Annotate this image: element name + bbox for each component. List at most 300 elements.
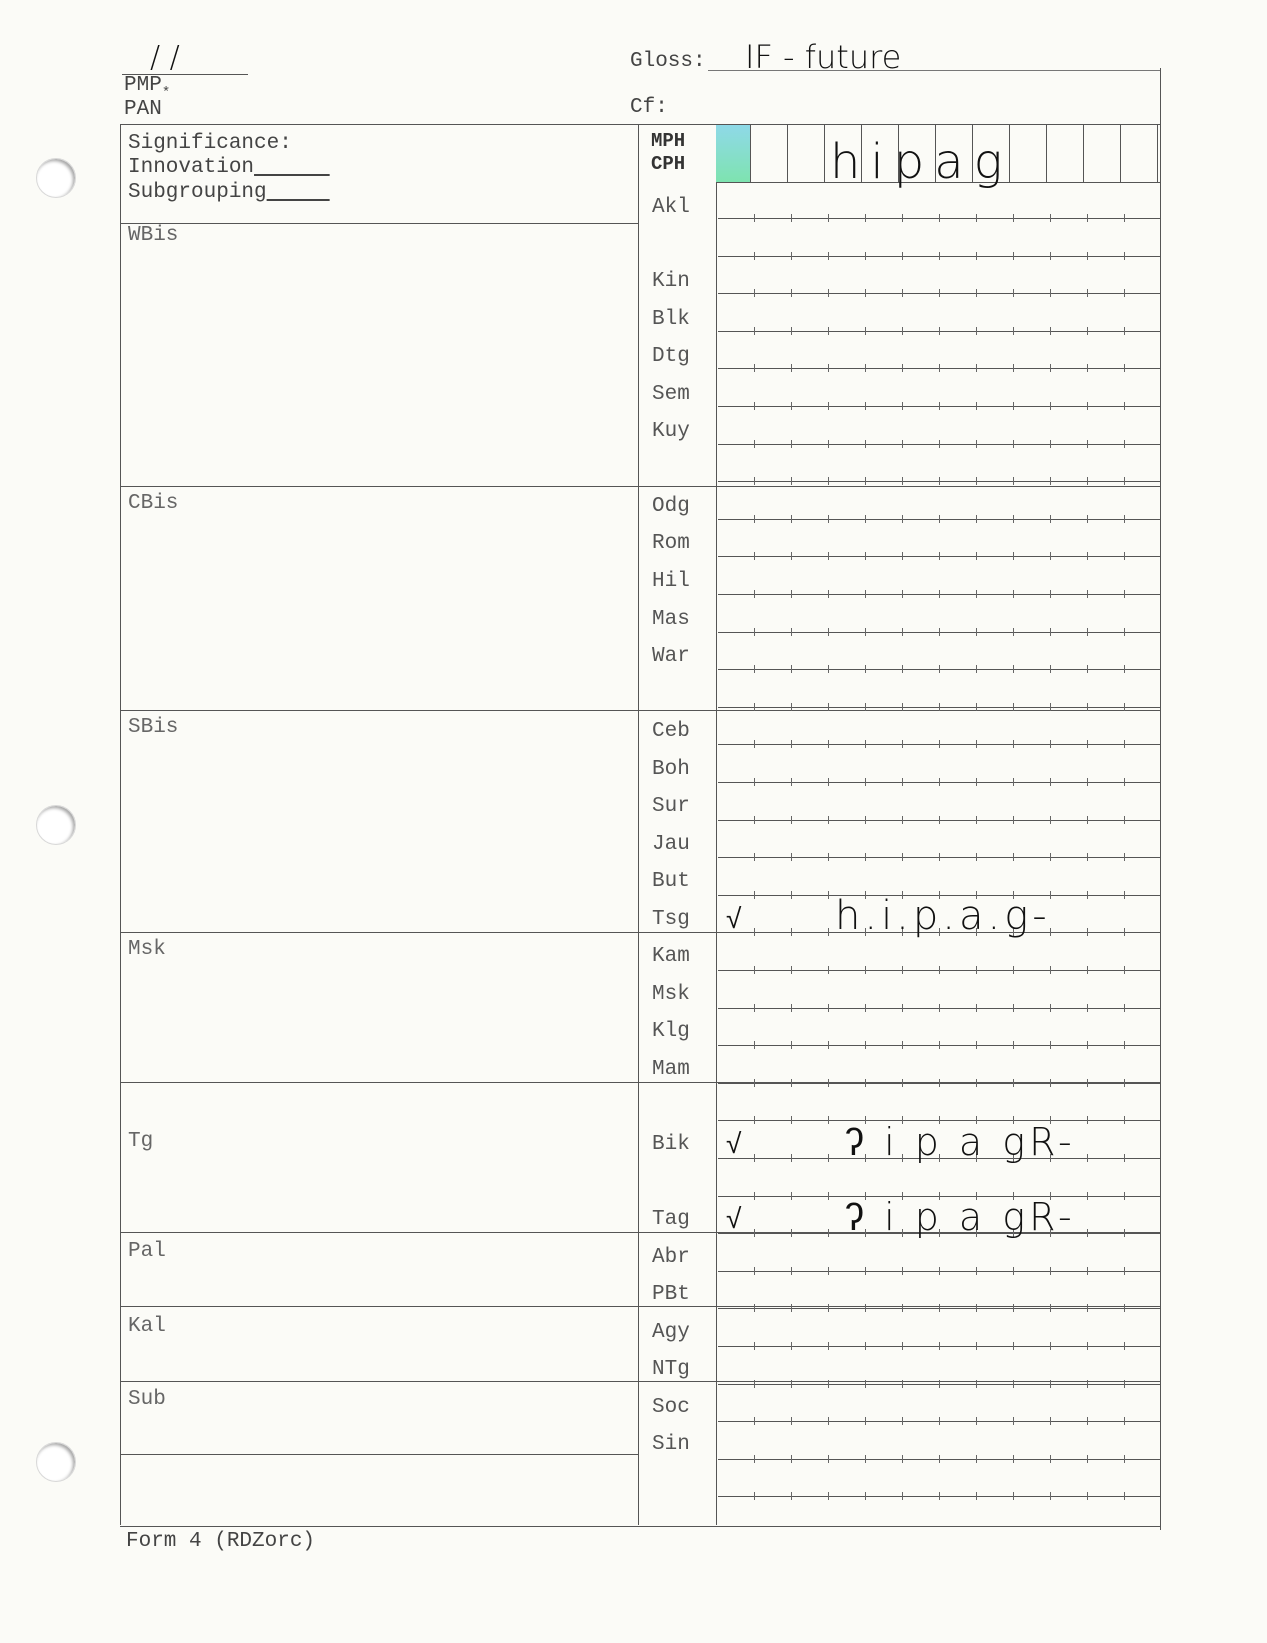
ruled-line-tick bbox=[1124, 552, 1125, 560]
lang-label-bik: Bik bbox=[652, 1133, 690, 1156]
ruled-line-tick bbox=[1013, 552, 1014, 560]
ruled-line-tick bbox=[791, 252, 792, 260]
ruled-line-tick bbox=[791, 1229, 792, 1237]
ruled-line-tick bbox=[828, 778, 829, 786]
ruled-line-tick bbox=[976, 1004, 977, 1012]
ruled-line-tick bbox=[976, 1079, 977, 1087]
lang-label-tsg: Tsg bbox=[652, 908, 690, 931]
ruled-line-tick bbox=[865, 1041, 866, 1049]
ruled-line-tick bbox=[939, 1342, 940, 1350]
ruled-line-tick bbox=[1050, 740, 1051, 748]
proto-cell-divider bbox=[1157, 125, 1158, 182]
ruled-line-tick bbox=[754, 552, 755, 560]
ruled-line-tick bbox=[828, 628, 829, 636]
region-label-kal: Kal bbox=[128, 1315, 166, 1338]
ruled-line-tick bbox=[828, 590, 829, 598]
ruled-line-tick bbox=[865, 966, 866, 974]
ruled-line-tick bbox=[976, 1342, 977, 1350]
region-divider-cbis-sbis bbox=[120, 710, 1160, 711]
ruled-line-tick bbox=[828, 816, 829, 824]
ruled-line-tick bbox=[1087, 1154, 1088, 1162]
ruled-line-tick bbox=[1013, 1304, 1014, 1312]
ruled-line-tick bbox=[865, 778, 866, 786]
ruled-line-tick bbox=[1087, 778, 1088, 786]
ruled-line-tick bbox=[1124, 252, 1125, 260]
ruled-line-tick bbox=[754, 1342, 755, 1350]
ruled-line-tick bbox=[828, 402, 829, 410]
ruled-line-tick bbox=[828, 966, 829, 974]
pmp-asterisk: * bbox=[161, 85, 171, 101]
ruled-line-tick bbox=[754, 1417, 755, 1425]
ruled-line-tick bbox=[791, 966, 792, 974]
ruled-line-tick bbox=[1087, 289, 1088, 297]
ruled-line-tick bbox=[1050, 289, 1051, 297]
ruled-line-tick bbox=[754, 1154, 755, 1162]
ruled-line-tick bbox=[1013, 966, 1014, 974]
ruled-line-tick bbox=[976, 1455, 977, 1463]
ruled-line-tick bbox=[902, 853, 903, 861]
proto-cell-divider bbox=[1046, 125, 1047, 182]
ruled-line-tick bbox=[902, 778, 903, 786]
ruled-line-tick bbox=[791, 1116, 792, 1124]
ruled-line-tick bbox=[1050, 364, 1051, 372]
ruled-line-tick bbox=[976, 703, 977, 711]
ruled-line-tick bbox=[754, 1192, 755, 1200]
ruled-line-tick bbox=[1087, 1304, 1088, 1312]
ruled-line-tick bbox=[939, 778, 940, 786]
pmp-label: $PMP_*$ bbox=[124, 74, 171, 101]
ruled-line-tick bbox=[902, 740, 903, 748]
ruled-line-tick bbox=[791, 891, 792, 899]
significance-divider bbox=[120, 223, 638, 224]
ruled-line-tick bbox=[939, 327, 940, 335]
ruled-line-tick bbox=[1013, 853, 1014, 861]
form-footer: Form 4 (RDZorc) bbox=[126, 1530, 316, 1553]
ruled-line-tick bbox=[1013, 665, 1014, 673]
lang-label-sem: Sem bbox=[652, 383, 690, 406]
lang-label-kin: Kin bbox=[652, 270, 690, 293]
ruled-line-tick bbox=[1050, 1267, 1051, 1275]
ruled-line-tick bbox=[828, 364, 829, 372]
ruled-line-tick bbox=[791, 214, 792, 222]
lang-label-blk: Blk bbox=[652, 308, 690, 331]
cf-label: Cf: bbox=[630, 96, 668, 119]
ruled-line-tick bbox=[754, 1041, 755, 1049]
ruled-line-tick bbox=[791, 1079, 792, 1087]
ruled-line-tick bbox=[828, 1380, 829, 1388]
ruled-line-tick bbox=[754, 1492, 755, 1500]
ruled-line-tick bbox=[828, 252, 829, 260]
ruled-line-tick bbox=[1050, 252, 1051, 260]
ruled-line-tick bbox=[1050, 1079, 1051, 1087]
ruled-line-tick bbox=[865, 703, 866, 711]
gloss-value: IF - future bbox=[745, 38, 902, 76]
ruled-line-tick bbox=[1124, 1116, 1125, 1124]
ruled-line-tick bbox=[1087, 1417, 1088, 1425]
ruled-line-tick bbox=[828, 1041, 829, 1049]
ruled-line-tick bbox=[1087, 477, 1088, 485]
ruled-line-tick bbox=[865, 665, 866, 673]
ruled-line-tick bbox=[1087, 1192, 1088, 1200]
ruled-line-tick bbox=[902, 552, 903, 560]
region-label-pal: Pal bbox=[128, 1240, 166, 1263]
ruled-line-tick bbox=[1124, 590, 1125, 598]
ruled-line-tick bbox=[1087, 740, 1088, 748]
ruled-line-tick bbox=[902, 364, 903, 372]
ruled-line-tick bbox=[791, 1192, 792, 1200]
ruled-line-tick bbox=[754, 440, 755, 448]
entry-form-tsg: h.i.p.a.g- bbox=[835, 893, 1051, 939]
ruled-line-tick bbox=[754, 665, 755, 673]
ruled-line-tick bbox=[939, 740, 940, 748]
ruled-line-tick bbox=[791, 740, 792, 748]
ruled-line-tick bbox=[1013, 364, 1014, 372]
ruled-line-tick bbox=[902, 440, 903, 448]
ruled-line-tick bbox=[1087, 1041, 1088, 1049]
ruled-line-tick bbox=[754, 966, 755, 974]
ruled-line-tick bbox=[754, 928, 755, 936]
ruled-line-tick bbox=[865, 1304, 866, 1312]
ruled-line-tick bbox=[1124, 1079, 1125, 1087]
ruled-line-tick bbox=[1013, 515, 1014, 523]
ruled-line-tick bbox=[828, 1304, 829, 1312]
lang-label-jau: Jau bbox=[652, 833, 690, 856]
ruled-line-tick bbox=[828, 552, 829, 560]
ruled-line-tick bbox=[1124, 1267, 1125, 1275]
ruled-line-tick bbox=[1013, 214, 1014, 222]
ruled-line-tick bbox=[791, 628, 792, 636]
ruled-line-tick bbox=[902, 1492, 903, 1500]
ruled-line-tick bbox=[902, 1267, 903, 1275]
ruled-line-tick bbox=[1087, 1116, 1088, 1124]
lang-label-rom: Rom bbox=[652, 532, 690, 555]
ruled-line-tick bbox=[1124, 214, 1125, 222]
ruled-line-tick bbox=[1050, 214, 1051, 222]
ruled-line-tick bbox=[865, 477, 866, 485]
ruled-line-tick bbox=[1087, 1079, 1088, 1087]
lang-label-dtg: Dtg bbox=[652, 345, 690, 368]
ruled-line-tick bbox=[1013, 1492, 1014, 1500]
lang-label-odg: Odg bbox=[652, 495, 690, 518]
ruled-line-tick bbox=[1124, 1380, 1125, 1388]
proto-cell-divider bbox=[750, 125, 751, 182]
ruled-line-tick bbox=[828, 853, 829, 861]
ruled-line-tick bbox=[939, 1267, 940, 1275]
ruled-line-tick bbox=[1050, 1004, 1051, 1012]
lang-label-war: War bbox=[652, 645, 690, 668]
ruled-line-tick bbox=[1050, 853, 1051, 861]
ruled-line-tick bbox=[1087, 1004, 1088, 1012]
ruled-line-tick bbox=[939, 1041, 940, 1049]
punch-hole-top bbox=[36, 158, 76, 198]
ruled-line-tick bbox=[902, 1455, 903, 1463]
ruled-line-tick bbox=[902, 1304, 903, 1312]
ruled-line-tick bbox=[1124, 1417, 1125, 1425]
date-field: / / bbox=[150, 40, 180, 75]
lang-label-mam: Mam bbox=[652, 1058, 690, 1081]
ruled-line-tick bbox=[976, 853, 977, 861]
table-right-border bbox=[1160, 68, 1161, 1530]
ruled-line-tick bbox=[1050, 440, 1051, 448]
ruled-line-tick bbox=[976, 402, 977, 410]
ruled-line-tick bbox=[865, 552, 866, 560]
ruled-line-tick bbox=[754, 740, 755, 748]
ruled-line-tick bbox=[754, 214, 755, 222]
ruled-line-tick bbox=[1013, 252, 1014, 260]
ruled-line-tick bbox=[791, 515, 792, 523]
ruled-line-tick bbox=[976, 1267, 977, 1275]
ruled-line-tick bbox=[1087, 665, 1088, 673]
ruled-line-tick bbox=[791, 1455, 792, 1463]
ruled-line-tick bbox=[939, 289, 940, 297]
ruled-line-tick bbox=[1013, 740, 1014, 748]
ruled-line-tick bbox=[828, 214, 829, 222]
ruled-line-tick bbox=[939, 1079, 940, 1087]
ruled-line-tick bbox=[902, 703, 903, 711]
ruled-line-tick bbox=[939, 853, 940, 861]
ruled-line-tick bbox=[754, 477, 755, 485]
ruled-line-tick bbox=[976, 1417, 977, 1425]
ruled-line-tick bbox=[791, 665, 792, 673]
ruled-line-tick bbox=[1124, 1041, 1125, 1049]
ruled-line-tick bbox=[791, 853, 792, 861]
ruled-line-tick bbox=[791, 1342, 792, 1350]
lang-label-tag: Tag bbox=[652, 1208, 690, 1231]
ruled-line-tick bbox=[939, 966, 940, 974]
ruled-line-tick bbox=[1087, 252, 1088, 260]
ruled-line-tick bbox=[754, 816, 755, 824]
lang-label-kam: Kam bbox=[652, 945, 690, 968]
ruled-line-tick bbox=[1050, 1041, 1051, 1049]
ruled-line-tick bbox=[754, 1004, 755, 1012]
proto-cell-divider bbox=[1083, 125, 1084, 182]
ruled-line-tick bbox=[1013, 1417, 1014, 1425]
punch-hole-bottom bbox=[36, 1442, 76, 1482]
ruled-line-tick bbox=[828, 740, 829, 748]
ruled-line-tick bbox=[902, 477, 903, 485]
lang-label-pbt: PBt bbox=[652, 1283, 690, 1306]
region-divider-pal-kal bbox=[120, 1306, 1160, 1307]
ruled-line-tick bbox=[754, 402, 755, 410]
ruled-line-tick bbox=[902, 402, 903, 410]
ruled-line-tick bbox=[865, 816, 866, 824]
ruled-line-tick bbox=[1013, 778, 1014, 786]
ruled-line-tick bbox=[1050, 628, 1051, 636]
color-highlight-strip bbox=[716, 125, 750, 182]
ruled-line-tick bbox=[791, 364, 792, 372]
ruled-line-tick bbox=[865, 1079, 866, 1087]
ruled-line-tick bbox=[791, 1041, 792, 1049]
region-divider-kal-sub bbox=[120, 1381, 1160, 1382]
lang-label-mas: Mas bbox=[652, 608, 690, 631]
ruled-line-tick bbox=[976, 778, 977, 786]
ruled-line-tick bbox=[1013, 703, 1014, 711]
ruled-line-tick bbox=[976, 665, 977, 673]
ruled-line-tick bbox=[1013, 1041, 1014, 1049]
ruled-line-tick bbox=[939, 552, 940, 560]
ruled-line-tick bbox=[754, 327, 755, 335]
gloss-underline bbox=[708, 70, 1160, 71]
ruled-line-tick bbox=[1050, 1342, 1051, 1350]
ruled-line-tick bbox=[754, 891, 755, 899]
ruled-line-tick bbox=[1013, 1380, 1014, 1388]
ruled-line-tick bbox=[865, 1342, 866, 1350]
ruled-line-tick bbox=[1124, 402, 1125, 410]
ruled-line-tick bbox=[828, 1154, 829, 1162]
ruled-line-tick bbox=[939, 1380, 940, 1388]
ruled-line-tick bbox=[1050, 552, 1051, 560]
lang-label-kuy: Kuy bbox=[652, 420, 690, 443]
ruled-line-tick bbox=[791, 440, 792, 448]
ruled-line-tick bbox=[902, 252, 903, 260]
ruled-line-tick bbox=[1124, 1154, 1125, 1162]
table-left-border bbox=[120, 125, 121, 1525]
ruled-line-tick bbox=[828, 1267, 829, 1275]
lang-label-hil: Hil bbox=[652, 570, 690, 593]
ruled-line-tick bbox=[1124, 1229, 1125, 1237]
ruled-line-tick bbox=[828, 1492, 829, 1500]
ruled-line-tick bbox=[1013, 402, 1014, 410]
ruled-line-tick bbox=[1124, 816, 1125, 824]
ruled-line-tick bbox=[902, 628, 903, 636]
ruled-line-tick bbox=[1087, 966, 1088, 974]
region-column-divider bbox=[638, 125, 639, 1525]
ruled-line-tick bbox=[754, 515, 755, 523]
ruled-line-tick bbox=[828, 665, 829, 673]
ruled-line-tick bbox=[1087, 816, 1088, 824]
ruled-line-tick bbox=[902, 590, 903, 598]
ruled-line-tick bbox=[939, 703, 940, 711]
ruled-line-tick bbox=[976, 966, 977, 974]
ruled-line-tick bbox=[865, 853, 866, 861]
region-label-sbis: SBis bbox=[128, 716, 179, 739]
ruled-line-tick bbox=[976, 740, 977, 748]
entry-check-tag: √ bbox=[726, 1202, 742, 1235]
ruled-line-tick bbox=[939, 665, 940, 673]
region-divider-sub-blank bbox=[120, 1454, 638, 1455]
ruled-line-tick bbox=[828, 440, 829, 448]
ruled-line-tick bbox=[754, 1229, 755, 1237]
ruled-line-tick bbox=[1124, 891, 1125, 899]
ruled-line-tick bbox=[1013, 1004, 1014, 1012]
ruled-line-tick bbox=[1087, 1380, 1088, 1388]
ruled-line-tick bbox=[1013, 327, 1014, 335]
ruled-line-tick bbox=[791, 1304, 792, 1312]
table-top-border bbox=[120, 124, 1160, 125]
ruled-line-tick bbox=[1087, 1267, 1088, 1275]
ruled-line-tick bbox=[754, 1304, 755, 1312]
ruled-line-tick bbox=[1087, 1455, 1088, 1463]
ruled-line-tick bbox=[1050, 1455, 1051, 1463]
ruled-line-tick bbox=[1124, 628, 1125, 636]
ruled-line-tick bbox=[1087, 891, 1088, 899]
ruled-line-tick bbox=[1124, 665, 1125, 673]
ruled-line-tick bbox=[828, 703, 829, 711]
ruled-line-tick bbox=[902, 1380, 903, 1388]
ruled-line-tick bbox=[754, 252, 755, 260]
ruled-line-tick bbox=[1050, 590, 1051, 598]
ruled-line-tick bbox=[754, 1455, 755, 1463]
lang-label-abr: Abr bbox=[652, 1246, 690, 1269]
entry-form-tag: ʔ i p a gR- bbox=[845, 1195, 1076, 1239]
ruled-line-tick bbox=[828, 289, 829, 297]
ruled-line-tick bbox=[902, 816, 903, 824]
ruled-line-tick bbox=[1124, 440, 1125, 448]
ruled-line-tick bbox=[828, 1192, 829, 1200]
ruled-line-tick bbox=[1050, 1492, 1051, 1500]
ruled-line-tick bbox=[1124, 1492, 1125, 1500]
table-bottom-border bbox=[120, 1526, 1160, 1527]
ruled-line-tick bbox=[828, 1004, 829, 1012]
ruled-line-tick bbox=[1124, 1304, 1125, 1312]
ruled-line-tick bbox=[1050, 778, 1051, 786]
region-label-cbis: CBis bbox=[128, 492, 179, 515]
ruled-line-tick bbox=[1087, 628, 1088, 636]
ruled-line-tick bbox=[1050, 665, 1051, 673]
ruled-line-tick bbox=[939, 440, 940, 448]
ruled-line-tick bbox=[1050, 1304, 1051, 1312]
ruled-line-tick bbox=[865, 214, 866, 222]
ruled-line-tick bbox=[1087, 853, 1088, 861]
ruled-line-tick bbox=[1087, 703, 1088, 711]
ruled-line-tick bbox=[976, 552, 977, 560]
lang-label-sin: Sin bbox=[652, 1433, 690, 1456]
innovation-label: Innovation bbox=[128, 156, 255, 179]
ruled-line-tick bbox=[1124, 364, 1125, 372]
ruled-line-tick bbox=[1124, 1342, 1125, 1350]
gloss-label: Gloss: bbox=[630, 50, 706, 73]
ruled-line-tick bbox=[791, 327, 792, 335]
lang-label-akl: Akl bbox=[652, 196, 690, 219]
language-column-divider bbox=[716, 125, 717, 1525]
ruled-line-tick bbox=[976, 590, 977, 598]
ruled-line-tick bbox=[939, 816, 940, 824]
ruled-line-tick bbox=[791, 552, 792, 560]
ruled-line-tick bbox=[902, 1079, 903, 1087]
ruled-line-tick bbox=[791, 1417, 792, 1425]
punch-hole-middle bbox=[36, 805, 76, 845]
ruled-line-tick bbox=[791, 703, 792, 711]
lang-label-boh: Boh bbox=[652, 758, 690, 781]
ruled-line-tick bbox=[1124, 778, 1125, 786]
ruled-line-tick bbox=[1087, 515, 1088, 523]
ruled-line-tick bbox=[902, 327, 903, 335]
ruled-line-tick bbox=[1087, 590, 1088, 598]
ruled-line-tick bbox=[791, 778, 792, 786]
lang-label-agy: Agy bbox=[652, 1321, 690, 1344]
ruled-line-tick bbox=[976, 816, 977, 824]
ruled-line-tick bbox=[754, 590, 755, 598]
ruled-line-tick bbox=[1013, 440, 1014, 448]
ruled-line-tick bbox=[1013, 1455, 1014, 1463]
region-label-wbis: WBis bbox=[128, 224, 179, 247]
ruled-line-tick bbox=[902, 1342, 903, 1350]
ruled-line-tick bbox=[976, 1041, 977, 1049]
ruled-line-tick bbox=[865, 402, 866, 410]
ruled-line-tick bbox=[1087, 440, 1088, 448]
ruled-line-tick bbox=[1050, 816, 1051, 824]
ruled-line-tick bbox=[976, 1380, 977, 1388]
ruled-line-tick bbox=[976, 327, 977, 335]
ruled-line-tick bbox=[828, 1417, 829, 1425]
ruled-line-tick bbox=[1087, 364, 1088, 372]
ruled-line-tick bbox=[939, 1455, 940, 1463]
ruled-line-tick bbox=[939, 1417, 940, 1425]
ruled-line-tick bbox=[791, 1492, 792, 1500]
ruled-line-tick bbox=[828, 1342, 829, 1350]
ruled-line-tick bbox=[939, 1004, 940, 1012]
ruled-line-tick bbox=[791, 816, 792, 824]
